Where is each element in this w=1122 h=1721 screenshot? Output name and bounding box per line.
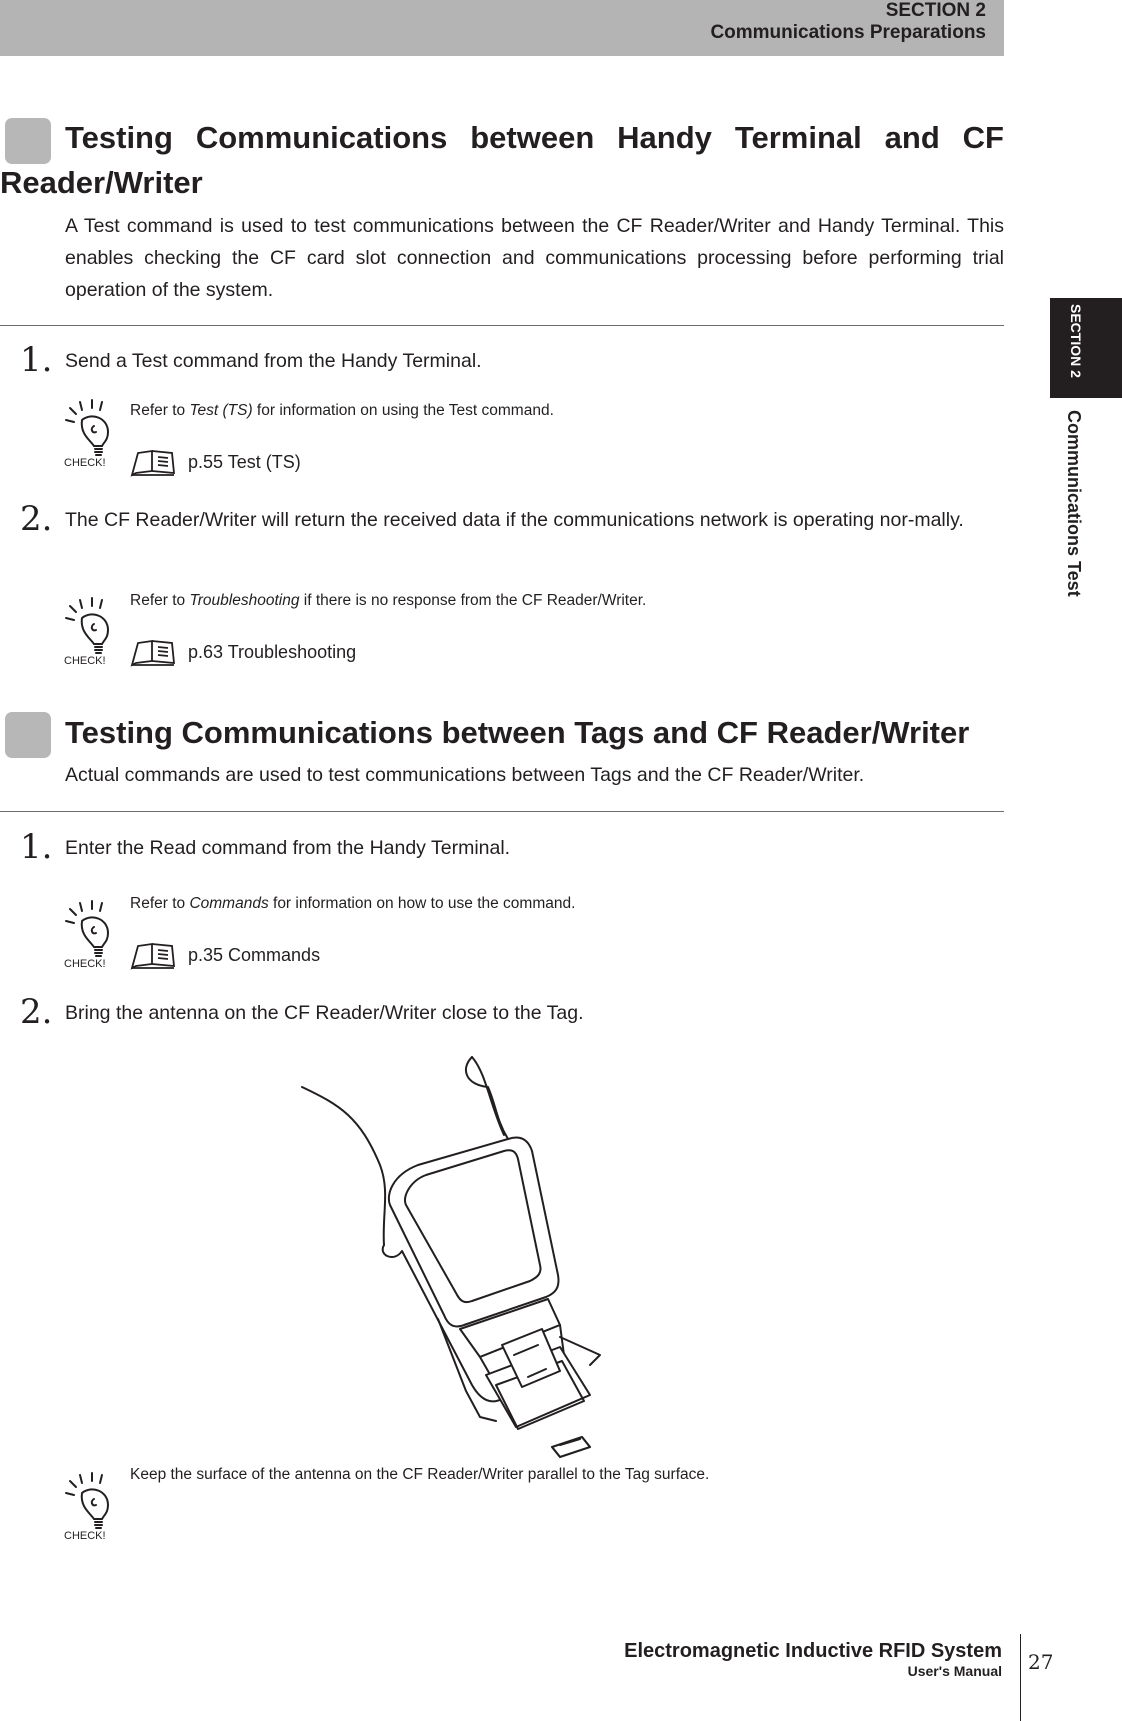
check-lightbulb-icon <box>62 1471 126 1541</box>
check-lightbulb-icon <box>62 899 126 969</box>
heading-marker <box>5 712 51 758</box>
side-topic-label: Communications Test <box>1064 410 1084 597</box>
check-note: Keep the surface of the antenna on the CF Reader/Writer parallel to the Tag surface. <box>130 1466 710 1483</box>
step-number: 2. <box>20 499 53 539</box>
step-number: 2. <box>20 992 53 1032</box>
section1-intro: A Test command is used to test communications between the CF Reader/Writer and Handy Terminal. This enables checking the CF card slot connection and communications processing before performing trial operation of the system. <box>65 215 1004 301</box>
section1-title: Testing Communications between Handy Terminal and CF Reader/Writer <box>0 120 1004 200</box>
check-note: Refer to Troubleshooting if there is no response from the CF Reader/Writer. <box>130 592 647 609</box>
step-text: Send a Test command from the Handy Terminal. <box>65 350 482 372</box>
check-label: CHECK! <box>64 655 106 666</box>
reference-book-icon <box>130 449 176 477</box>
step-number: 1. <box>20 827 53 867</box>
divider <box>0 811 1004 812</box>
section2-intro: Actual commands are used to test communications between Tags and the CF Reader/Writer. <box>65 764 865 786</box>
check-label: CHECK! <box>64 457 106 468</box>
check-note: Refer to Test (TS) for information on using the Test command. <box>130 402 554 419</box>
side-section-label: SECTION 2 <box>1068 304 1084 378</box>
page-reference-link[interactable]: p.55 Test (TS) <box>188 452 301 472</box>
check-lightbulb-icon <box>62 398 126 468</box>
check-lightbulb-icon <box>62 596 126 666</box>
page-reference-link[interactable]: p.63 Troubleshooting <box>188 642 357 662</box>
footer-divider <box>1020 1634 1021 1721</box>
footer-manual-subtitle: User's Manual <box>907 1663 1002 1679</box>
page-number: 27 <box>1028 1650 1054 1674</box>
step-text: Bring the antenna on the CF Reader/Writer close to the Tag. <box>65 1002 584 1024</box>
divider <box>0 325 1004 326</box>
section2-title: Testing Communications between Tags and CF Reader/Writer <box>65 715 970 750</box>
header-title: Communications Preparations <box>710 22 986 43</box>
header-section: SECTION 2 <box>885 0 986 21</box>
check-label: CHECK! <box>64 958 106 969</box>
step-number: 1. <box>20 340 53 380</box>
step-text: Enter the Read command from the Handy Terminal. <box>65 837 511 859</box>
reference-book-icon <box>130 942 176 970</box>
step-text: The CF Reader/Writer will return the received data if the communications network is operating nor-mally. <box>65 509 964 531</box>
terminal-and-tag-illustration <box>290 1055 670 1465</box>
footer-manual-title: Electromagnetic Inductive RFID System <box>624 1640 1002 1662</box>
check-note: Refer to Commands for information on how to use the command. <box>130 895 576 912</box>
check-label: CHECK! <box>64 1530 106 1541</box>
page-reference-link[interactable]: p.35 Commands <box>188 945 321 965</box>
reference-book-icon <box>130 639 176 667</box>
